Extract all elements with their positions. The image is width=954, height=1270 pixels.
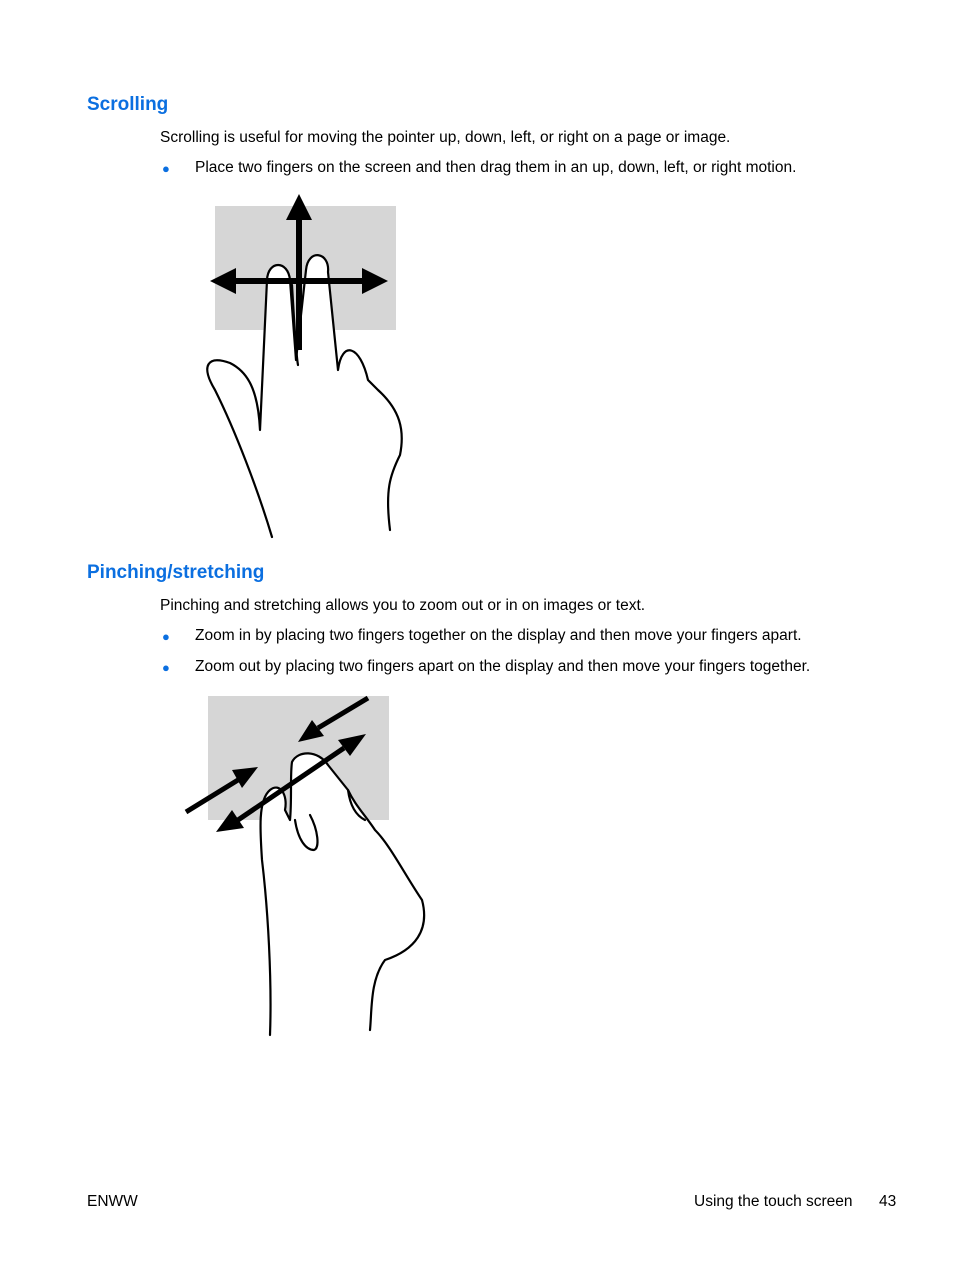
bullet-icon: ●	[162, 161, 170, 176]
section-heading-scrolling: Scrolling	[87, 94, 169, 115]
pinching-bullet-zoom-out: Zoom out by placing two fingers apart on the display and then move your fingers together.	[195, 658, 811, 675]
pinching-bullet-zoom-in: Zoom in by placing two fingers together on the display and then move your fingers apart.	[195, 627, 802, 644]
scrolling-gesture-illustration	[200, 190, 420, 540]
page-number: 43	[879, 1193, 897, 1210]
pinching-gesture-illustration	[180, 690, 440, 1040]
footer-title: Using the touch screen	[694, 1193, 853, 1210]
scrolling-intro: Scrolling is useful for moving the pointer up, down, left, or right on a page or image.	[160, 129, 731, 146]
pinching-intro: Pinching and stretching allows you to zoom out or in on images or text.	[160, 597, 646, 614]
bullet-icon: ●	[162, 660, 170, 675]
section-heading-pinching: Pinching/stretching	[87, 562, 265, 583]
bullet-icon: ●	[162, 629, 170, 644]
footer-left: ENWW	[87, 1193, 138, 1210]
scrolling-bullet: Place two fingers on the screen and then drag them in an up, down, left, or right motion.	[195, 159, 797, 176]
